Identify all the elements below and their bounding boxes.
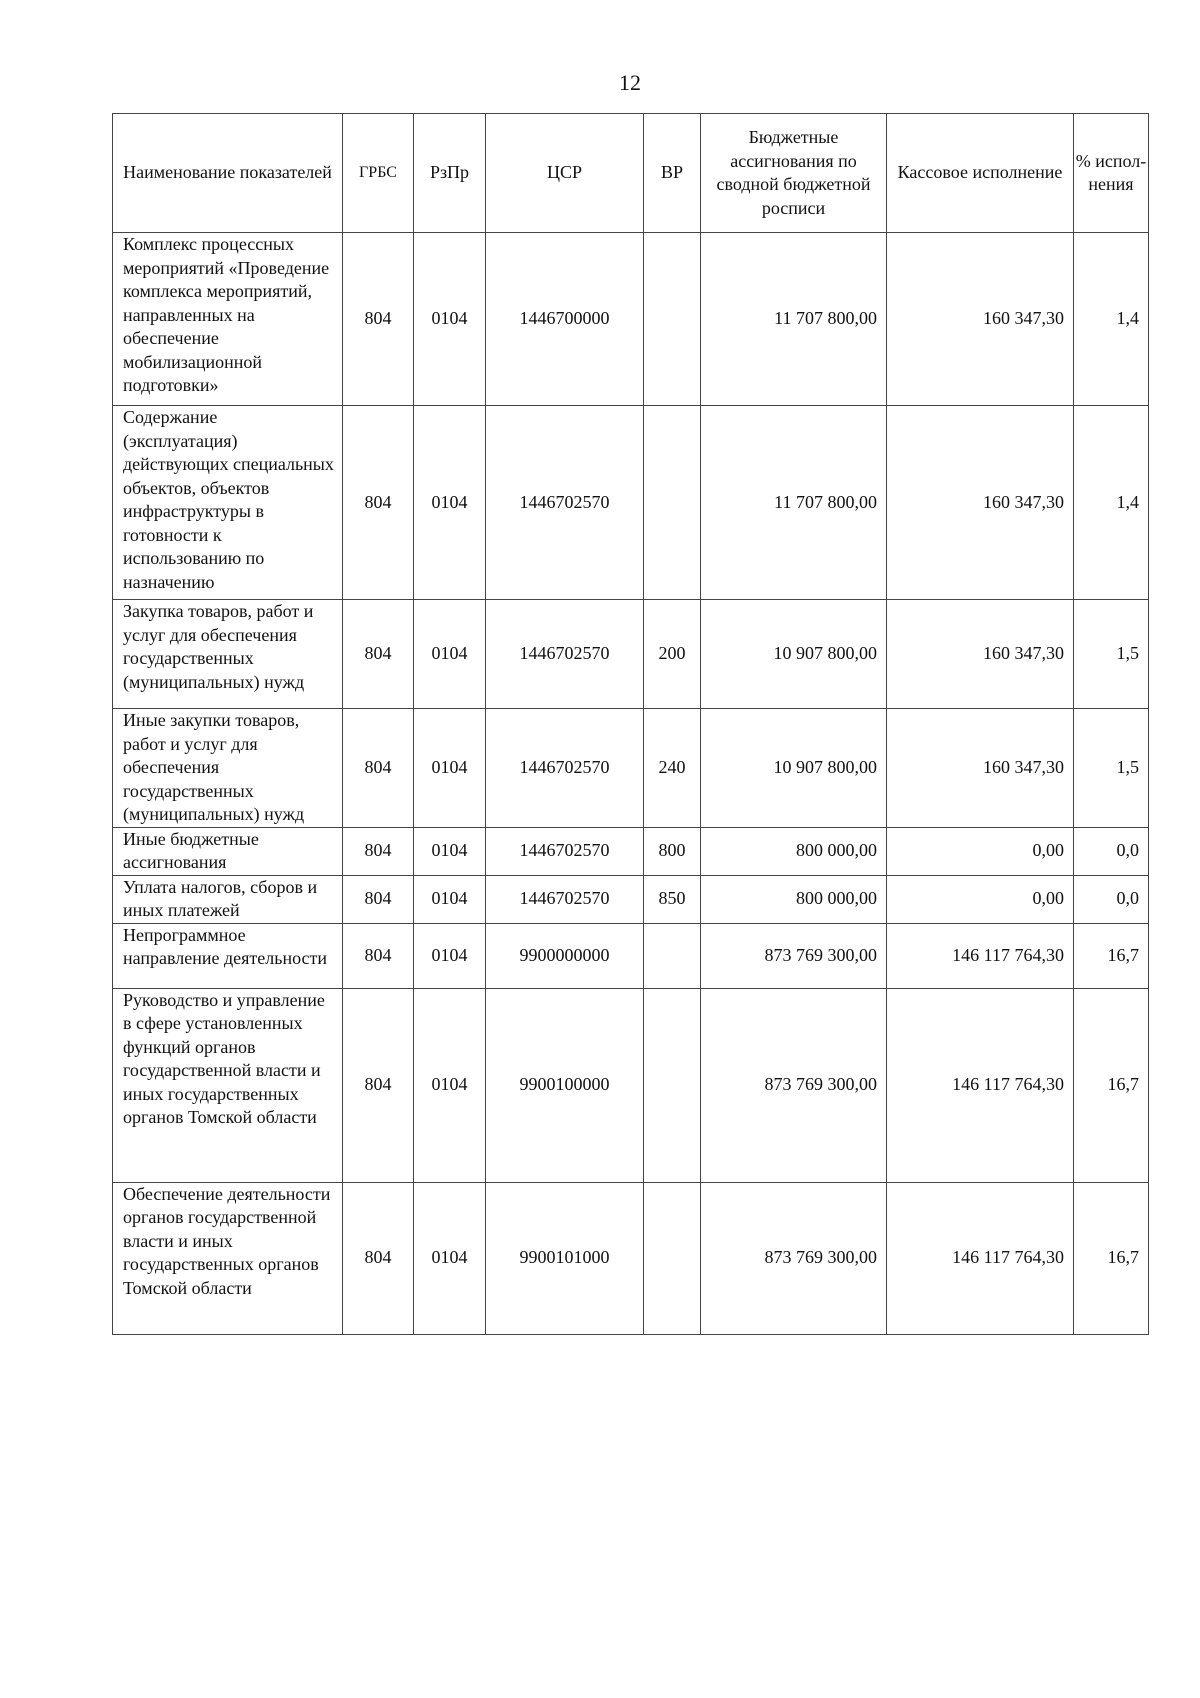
rzpr-cell: 0104 [414, 233, 486, 406]
budget-cell: 10 907 800,00 [701, 709, 887, 828]
grbs-cell: 804 [343, 233, 414, 406]
csr-cell: 9900100000 [486, 988, 644, 1182]
table-row [113, 709, 1149, 828]
grbs-cell: 804 [343, 709, 414, 828]
percent-cell: 0,0 [1074, 875, 1149, 923]
name-cell: Непрограммное направление деятельности [113, 923, 343, 988]
csr-cell: 9900101000 [486, 1182, 644, 1334]
name-cell: Иные бюджетные ассигнования [113, 827, 343, 875]
rzpr-cell: 0104 [414, 709, 486, 828]
table-row [113, 923, 1149, 988]
csr-cell: 1446700000 [486, 233, 644, 406]
rzpr-cell: 0104 [414, 923, 486, 988]
csr-cell: 1446702570 [486, 875, 644, 923]
header-csr: ЦСР [486, 114, 644, 233]
rzpr-cell: 0104 [414, 827, 486, 875]
header-cash: Кассовое исполнение [887, 114, 1074, 233]
csr-cell: 1446702570 [486, 827, 644, 875]
percent-cell: 16,7 [1074, 988, 1149, 1182]
csr-cell: 9900000000 [486, 923, 644, 988]
table-row [113, 233, 1149, 406]
percent-cell: 16,7 [1074, 923, 1149, 988]
page-number: 12 [619, 70, 641, 95]
grbs-cell: 804 [343, 827, 414, 875]
budget-cell: 873 769 300,00 [701, 923, 887, 988]
cash-cell: 0,00 [887, 827, 1074, 875]
name-cell: Уплата налогов, сборов и иных платежей [113, 875, 343, 923]
grbs-cell: 804 [343, 988, 414, 1182]
vr-cell: 800 [644, 827, 701, 875]
name-cell: Содержание (эксплуатация) действующих специальных объектов, объектов инфраструктуры в готовности к использованию по назначению [113, 406, 343, 600]
header-grbs: ГРБС [343, 114, 414, 233]
rzpr-cell: 0104 [414, 988, 486, 1182]
cash-cell: 160 347,30 [887, 233, 1074, 406]
vr-cell: 850 [644, 875, 701, 923]
vr-cell [644, 988, 701, 1182]
budget-cell: 800 000,00 [701, 827, 887, 875]
vr-cell: 240 [644, 709, 701, 828]
name-cell: Руководство и управление в сфере установленных функций органов государственной власти и иных государственных органов Томской области [113, 988, 343, 1182]
percent-cell: 0,0 [1074, 827, 1149, 875]
cash-cell: 146 117 764,30 [887, 1182, 1074, 1334]
table-row [113, 827, 1149, 875]
header-name: Наименование показателей [113, 114, 343, 233]
csr-cell: 1446702570 [486, 600, 644, 709]
vr-cell: 200 [644, 600, 701, 709]
budget-cell: 873 769 300,00 [701, 988, 887, 1182]
percent-cell: 1,4 [1074, 233, 1149, 406]
cash-cell: 146 117 764,30 [887, 988, 1074, 1182]
vr-cell [644, 1182, 701, 1334]
cash-cell: 146 117 764,30 [887, 923, 1074, 988]
table-row [113, 875, 1149, 923]
name-cell: Закупка товаров, работ и услуг для обеспечения государственных (муниципальных) нужд [113, 600, 343, 709]
grbs-cell: 804 [343, 406, 414, 600]
table-row [113, 406, 1149, 600]
table-row [113, 988, 1149, 1182]
name-cell: Иные закупки товаров, работ и услуг для обеспечения государственных (муниципальных) нужд [113, 709, 343, 828]
rzpr-cell: 0104 [414, 406, 486, 600]
percent-cell: 1,5 [1074, 600, 1149, 709]
rzpr-cell: 0104 [414, 1182, 486, 1334]
name-cell: Обеспечение деятельности органов государственной власти и иных государственных органов Томской области [113, 1182, 343, 1334]
table-row [113, 1182, 1149, 1334]
name-cell: Комплекс процессных мероприятий «Проведение комплекса мероприятий, направленных на обеспечение мобилизационной подготовки» [113, 233, 343, 406]
grbs-cell: 804 [343, 1182, 414, 1334]
vr-cell [644, 923, 701, 988]
vr-cell [644, 406, 701, 600]
grbs-cell: 804 [343, 923, 414, 988]
header-budget: Бюджетные ассигнования по сводной бюджетной росписи [701, 114, 887, 233]
budget-cell: 11 707 800,00 [701, 233, 887, 406]
cash-cell: 160 347,30 [887, 406, 1074, 600]
table-row [113, 600, 1149, 709]
cash-cell: 160 347,30 [887, 600, 1074, 709]
budget-cell: 873 769 300,00 [701, 1182, 887, 1334]
cash-cell: 160 347,30 [887, 709, 1074, 828]
percent-cell: 16,7 [1074, 1182, 1149, 1334]
budget-table [112, 113, 1149, 1335]
rzpr-cell: 0104 [414, 600, 486, 709]
table-header-row [113, 114, 1149, 233]
cash-cell: 0,00 [887, 875, 1074, 923]
budget-cell: 11 707 800,00 [701, 406, 887, 600]
grbs-cell: 804 [343, 600, 414, 709]
grbs-cell: 804 [343, 875, 414, 923]
header-rzpr: РзПр [414, 114, 486, 233]
percent-cell: 1,5 [1074, 709, 1149, 828]
vr-cell [644, 233, 701, 406]
header-percent: % испол-нения [1074, 114, 1149, 233]
header-vr: ВР [644, 114, 701, 233]
percent-cell: 1,4 [1074, 406, 1149, 600]
csr-cell: 1446702570 [486, 406, 644, 600]
csr-cell: 1446702570 [486, 709, 644, 828]
budget-cell: 10 907 800,00 [701, 600, 887, 709]
rzpr-cell: 0104 [414, 875, 486, 923]
budget-cell: 800 000,00 [701, 875, 887, 923]
